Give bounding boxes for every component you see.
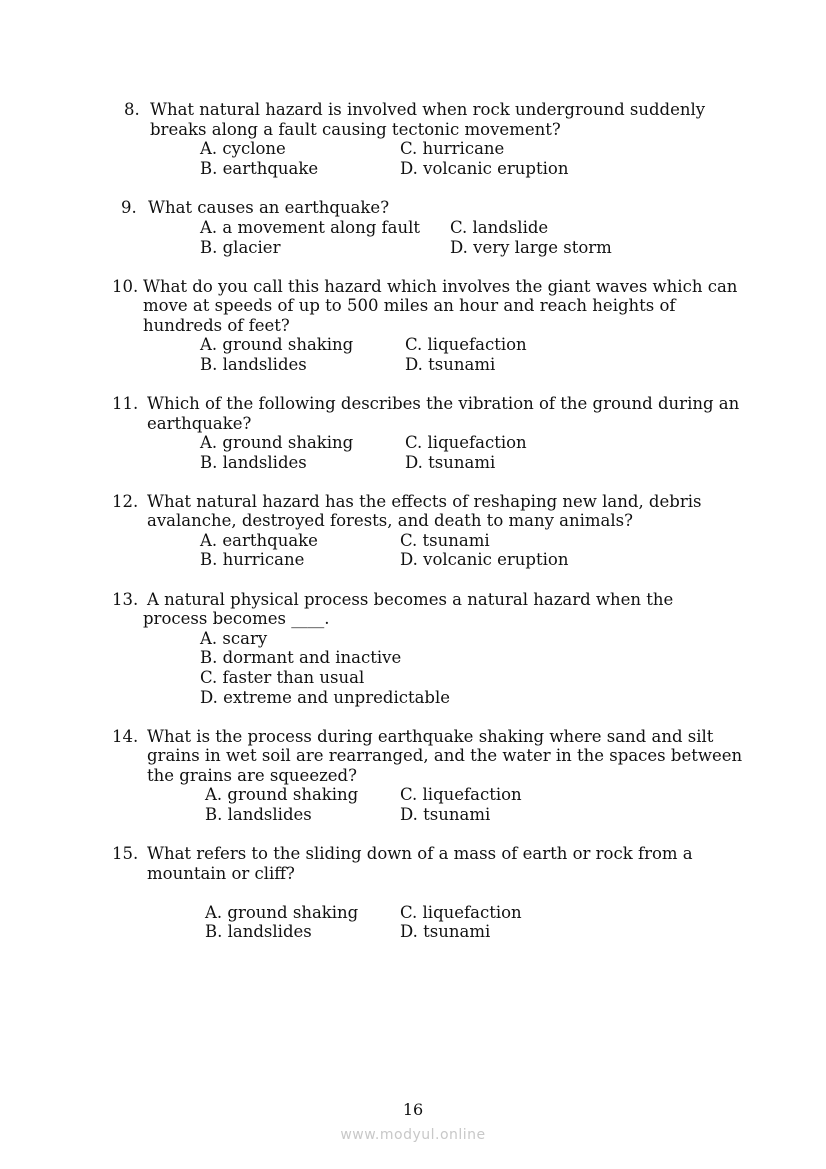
option-c: C. landslide: [450, 218, 549, 237]
question-stem-line: What refers to the sliding down of a mass of earth or rock from a: [147, 844, 693, 863]
option-a: A. ground shaking: [205, 903, 359, 922]
question-stem-line: What natural hazard is involved when rock underground suddenly: [150, 100, 706, 119]
question-number: 9.: [121, 198, 137, 217]
option-c: C. liquefaction: [405, 335, 527, 354]
question-stem-line: What natural hazard has the effects of reshaping new land, debris: [147, 492, 702, 511]
question-stem-line: breaks along a fault causing tectonic movement?: [150, 120, 561, 139]
question-number: 8.: [124, 100, 140, 119]
option-c: C. hurricane: [400, 139, 505, 158]
option-b: B. landslides: [200, 355, 307, 374]
option-b: B. glacier: [200, 238, 281, 257]
option-b: B. dormant and inactive: [200, 648, 402, 667]
option-a: A. ground shaking: [200, 433, 354, 452]
option-d: D. very large storm: [450, 238, 612, 257]
question-stem-line: the grains are squeezed?: [147, 766, 357, 785]
question-number: 15.: [112, 844, 139, 863]
option-a: A. ground shaking: [205, 785, 359, 804]
question-number: 11.: [112, 394, 139, 413]
watermark: www.modyul.online: [340, 1127, 486, 1143]
option-a: A. cyclone: [200, 139, 286, 158]
option-d: D. tsunami: [400, 922, 491, 941]
option-d: D. extreme and unpredictable: [200, 688, 451, 707]
option-a: A. scary: [200, 629, 268, 648]
question-stem-line: hundreds of feet?: [143, 316, 290, 335]
question-stem-line: earthquake?: [147, 414, 252, 433]
option-d: D. tsunami: [400, 805, 491, 824]
option-a: A. a movement along fault: [200, 218, 421, 237]
option-c: C. tsunami: [400, 531, 490, 550]
question-stem-line: What is the process during earthquake shaking where sand and silt: [147, 727, 714, 746]
option-c: C. liquefaction: [405, 433, 527, 452]
option-b: B. landslides: [200, 453, 307, 472]
option-d: D. volcanic eruption: [400, 550, 569, 569]
question-stem-line: avalanche, destroyed forests, and death to many animals?: [147, 511, 633, 530]
option-a: A. ground shaking: [200, 335, 354, 354]
option-c: C. liquefaction: [400, 785, 522, 804]
question-stem-line: Which of the following describes the vibration of the ground during an: [147, 394, 740, 413]
question-stem-line: process becomes ____.: [143, 609, 330, 628]
question-number: 12.: [112, 492, 139, 511]
question-stem-line: mountain or cliff?: [147, 864, 295, 883]
option-a: A. earthquake: [200, 531, 318, 550]
option-d: D. tsunami: [405, 453, 496, 472]
question-number: 14.: [112, 727, 139, 746]
option-c: C. liquefaction: [400, 903, 522, 922]
option-d: D. tsunami: [405, 355, 496, 374]
page-number: 16: [402, 1100, 424, 1119]
question-stem-line: move at speeds of up to 500 miles an hour and reach heights of: [143, 296, 676, 315]
option-b: B. landslides: [205, 922, 312, 941]
option-b: B. hurricane: [200, 550, 305, 569]
option-d: D. volcanic eruption: [400, 159, 569, 178]
option-c: C. faster than usual: [200, 668, 365, 687]
question-stem-line: A natural physical process becomes a natural hazard when the: [147, 590, 674, 609]
question-stem-line: grains in wet soil are rearranged, and the water in the spaces between: [147, 746, 743, 765]
question-stem-line: What do you call this hazard which involves the giant waves which can: [143, 277, 738, 296]
option-b: B. earthquake: [200, 159, 319, 178]
option-b: B. landslides: [205, 805, 312, 824]
question-stem-line: What causes an earthquake?: [148, 198, 390, 217]
question-number: 13.: [112, 590, 139, 609]
question-number: 10.: [112, 277, 139, 296]
